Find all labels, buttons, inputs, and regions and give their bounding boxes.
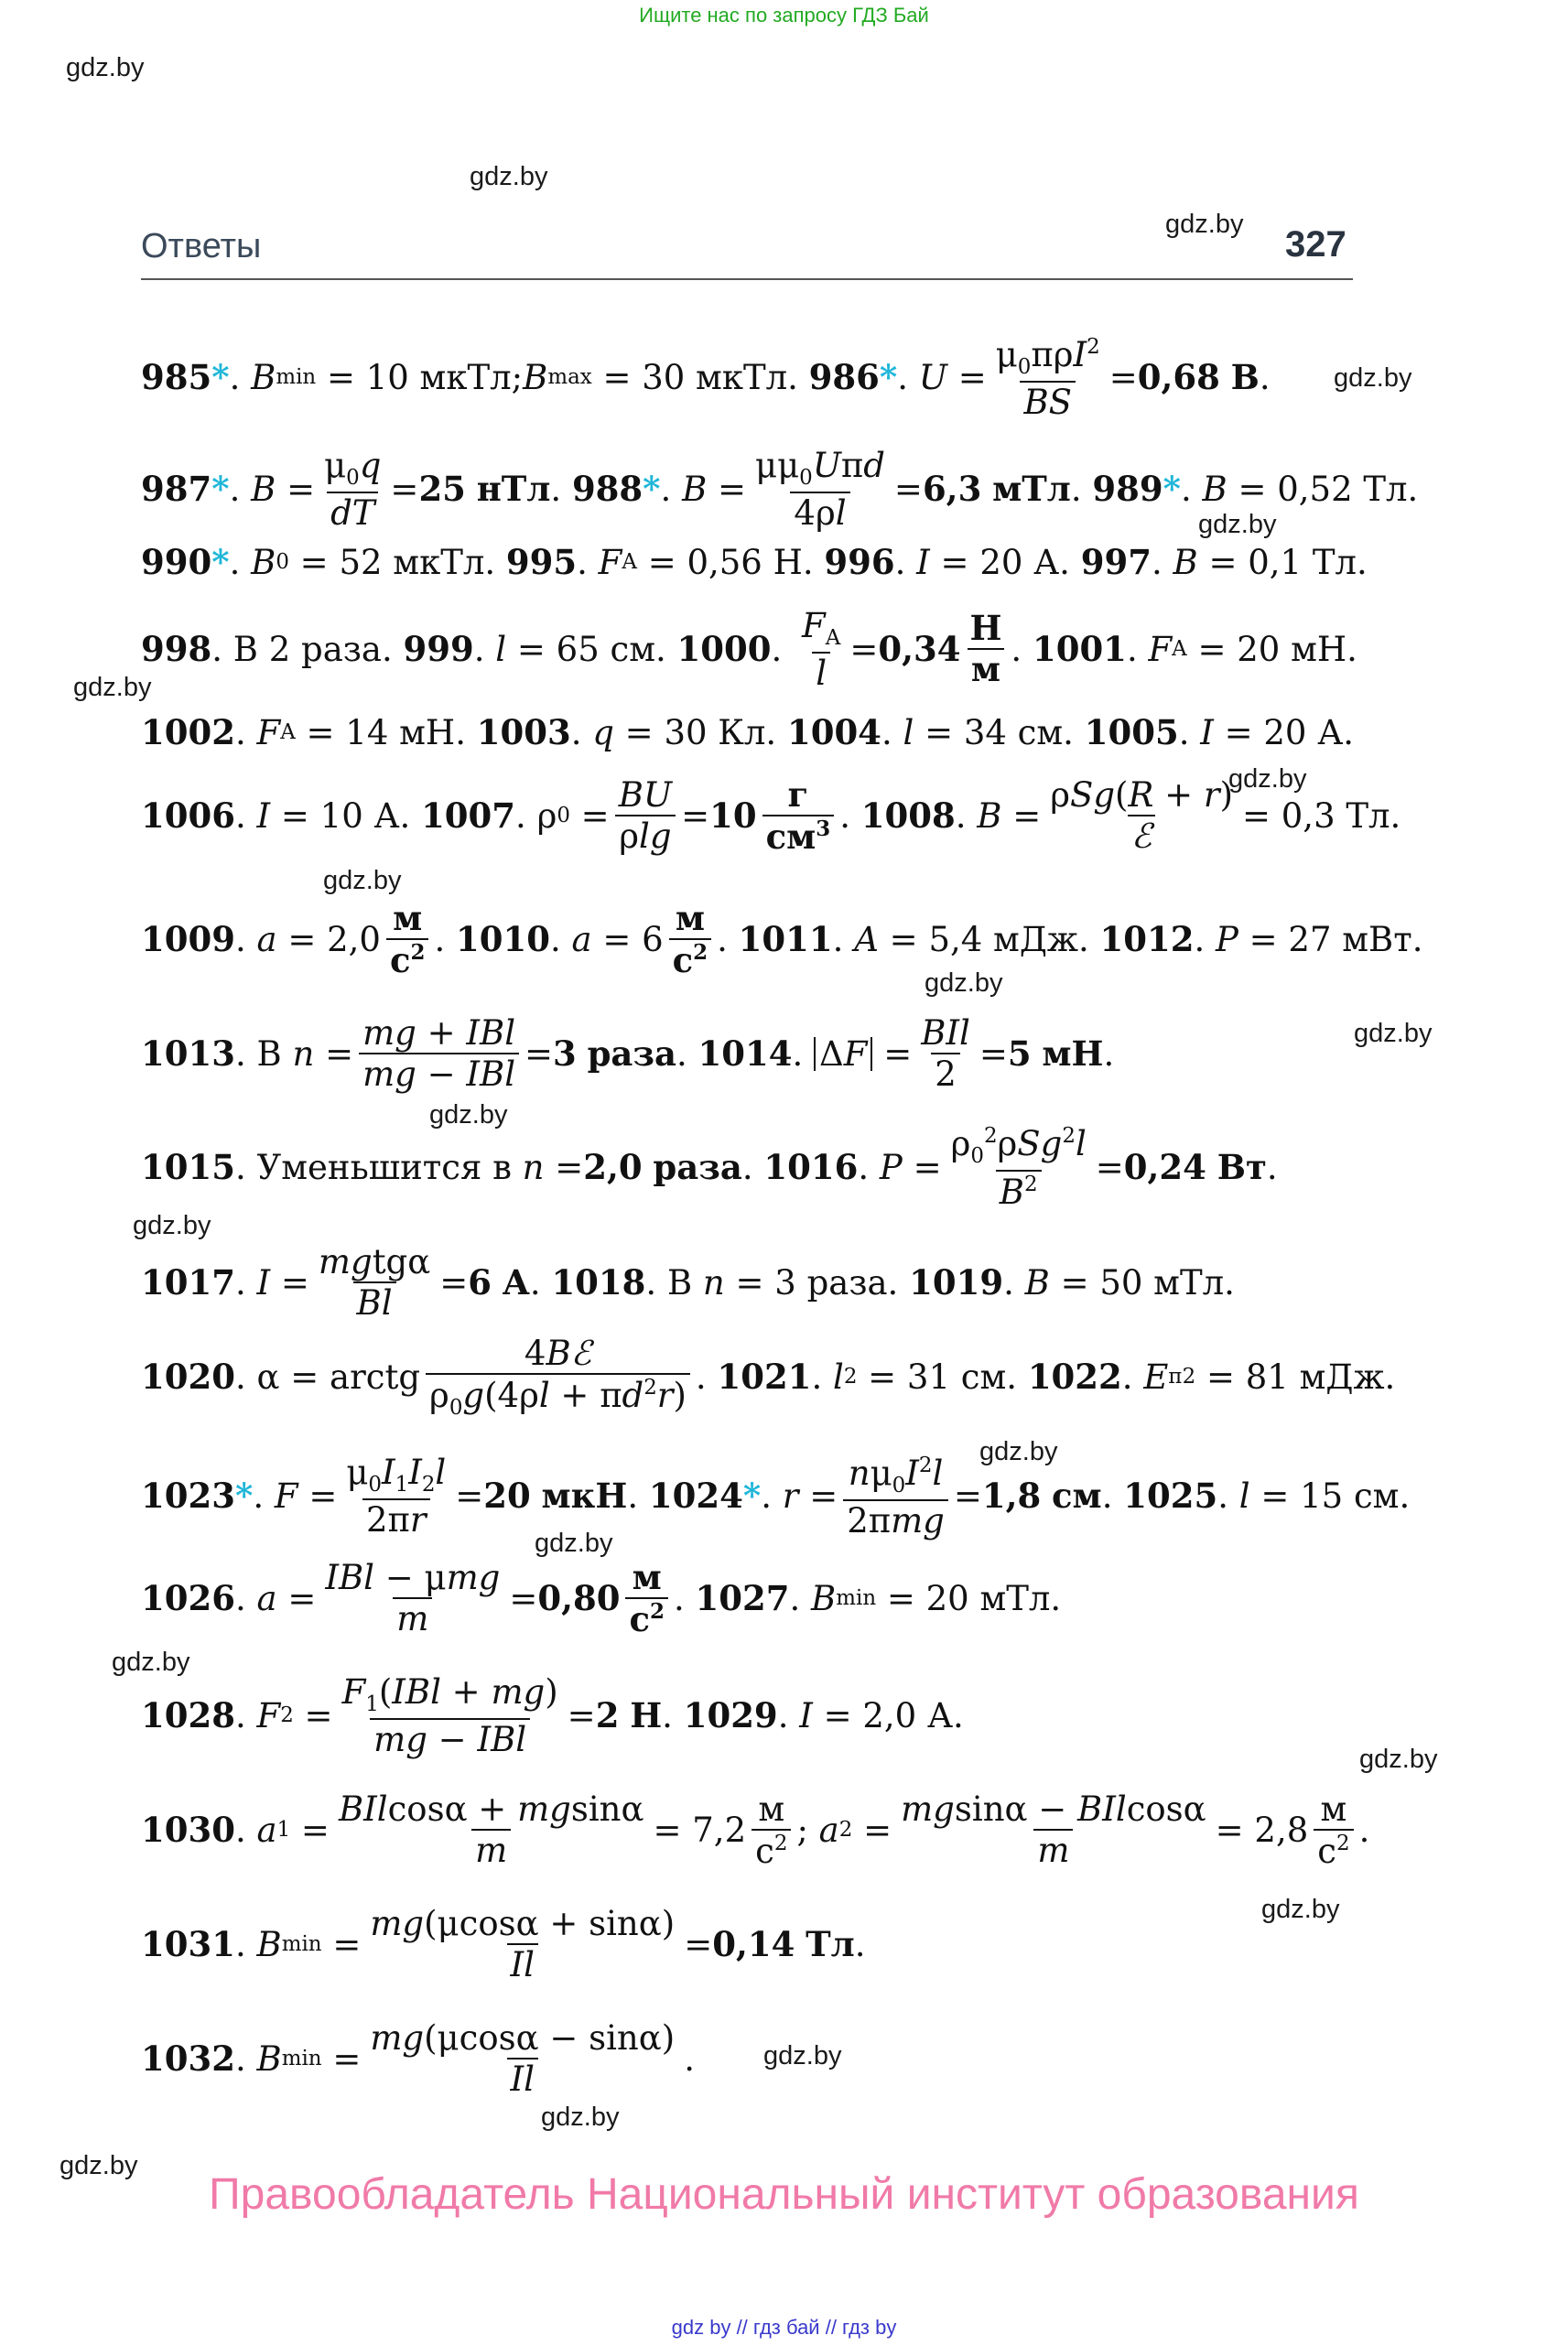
answer-line: 1015 . Уменьшится в n = 2,0 раза . 1016 . P = $\frac{\rho_0^2\rho Sg^2l}{B^2}$ = 0,24 Вт .: [141, 1123, 1278, 1212]
top-banner: Ищите нас по запросу ГДЗ Бай: [639, 4, 929, 27]
watermark: gdz.by: [541, 2103, 620, 2132]
watermark: gdz.by: [1359, 1745, 1438, 1774]
answer-line: 1030 . a 1 = $\frac{\text{BIlcosα + mgsinα}}{m}$ = 7,2 $\frac{м}{с^2}$ ; a 2 = $\frac{\text{mgsinα − BIlcosα}}{m}$ = 2,8 $\frac{м}{с^2}$ .: [141, 1789, 1370, 1871]
watermark: gdz.by: [1228, 764, 1307, 794]
watermark: gdz.by: [1334, 363, 1412, 393]
answer-line: 1020 . α = arctg $\frac{\text{4Bℰ}}{\rho_0g(4\rho l + \pi d^2r)}$ . 1021 . l 2 = 31 см. 1022 . E п2 = 81 мДж.: [141, 1334, 1396, 1420]
watermark: gdz.by: [323, 866, 402, 895]
answer-line: 1017 . I = $\frac{\text{mgtgα}}{Bl}$ = 6 А . 1018 . В n = 3 раза. 1019 . B = 50 мТл.: [141, 1242, 1235, 1323]
watermark: gdz.by: [1354, 1019, 1433, 1048]
header-divider: [141, 278, 1353, 280]
answer-line: 1031 . B min = $\frac{mg(\mu\cos\alpha + \sin\alpha)}{Il}$ = 0,14 Тл .: [141, 1904, 866, 1984]
watermark: gdz.by: [1198, 510, 1277, 539]
answer-line: 985 * . B min = 10 мкТл; B max = 30 мкТл. 986 * . U = $\frac{\mu_0\pi\rho I^2}{BS}$ = 0,68 В .: [141, 334, 1271, 422]
watermark: gdz.by: [1261, 1895, 1340, 1924]
watermark: gdz.by: [59, 2151, 138, 2180]
copyright-notice: Правообладатель Национальный институт образования: [209, 2170, 1359, 2219]
watermark: gdz.by: [133, 1211, 211, 1240]
answer-line: 987 * . B = $\frac{\mu_0q}{dT}$ = 25 нТл . 988 * . B = $\frac{\mu\mu_0U\pi d}{4\rho l}$ = 6,3 мТл . 989 * . B = 0,52 Тл.: [141, 446, 1419, 533]
answer-line: 1006 . I = 10 А. 1007 . ρ 0 = $\frac{BU}{\rho\lg}$ = 10 $\frac{г}{см^3}$ . 1008 . B = $\frac{\text{ρSg(R + r)}}{\text{ℰ}}$ = 0,3 Тл.: [141, 774, 1401, 857]
watermark: gdz.by: [66, 53, 145, 82]
answer-line: 1026 . a = $\frac{\text{IBl − μmg}}{m}$ = 0,80 $\frac{м}{с^2}$ . 1027 . B min = 20 мТл.: [141, 1557, 1062, 1639]
answer-line: 1032 . B min = $\frac{mg(\mu\cos\alpha - \sin\alpha)}{Il}$ .: [141, 2018, 695, 2099]
watermark: gdz.by: [470, 162, 548, 191]
watermark: gdz.by: [1165, 210, 1244, 239]
watermark: gdz.by: [763, 2041, 842, 2070]
page-number: 327: [1285, 224, 1346, 265]
answer-line: 1028 . F 2 = $\frac{F_1(IBl + mg)}{\text{mg − IBl}}$ = 2 Н . 1029 . I = 2,0 А.: [141, 1672, 964, 1759]
watermark: gdz.by: [925, 968, 1003, 998]
watermark: gdz.by: [429, 1100, 508, 1130]
watermark: gdz.by: [73, 673, 152, 702]
watermark: gdz.by: [535, 1529, 613, 1558]
answer-line: 1023 * . F = $\frac{\mu_0I_1I_2l}{2\pi r}$ = 20 мкН . 1024 * . r = $\frac{n\mu_0I^2l}{\text{2πmg}}$ = 1,8 см . 1025 . l = 15 см.: [141, 1453, 1411, 1541]
answer-line: 998 . В 2 раза. 999 . l = 65 см. 1000 . $\frac{F_A}{l}$ = 0,34 $\frac{Н}{м}$ . 1001 . F A = 20 мН.: [141, 606, 1357, 693]
watermark: gdz.by: [112, 1648, 190, 1677]
footer-links[interactable]: gdz by // гдз бай // гдз by: [671, 2316, 897, 2339]
answer-line: 1002 . F A = 14 мН. 1003 . q = 30 Кл. 1004 . l = 34 см. 1005 . I = 20 А.: [141, 712, 1355, 752]
answer-line: 990 * . B 0 = 52 мкТл. 995 . F A = 0,56 Н. 996 . I = 20 А. 997 . B = 0,1 Тл.: [141, 542, 1368, 582]
watermark: gdz.by: [979, 1437, 1058, 1466]
answer-line: 1013 . В n = $\frac{\text{mg + IBl}}{\text{mg − IBl}}$ = 3 раза . 1014 . ΔF = $\frac{\text{BIl}}{2}$ = 5 мН .: [141, 1013, 1115, 1094]
section-title: Ответы: [141, 227, 262, 265]
answer-line: 1009 . a = 2,0 $\frac{м}{с^2}$ . 1010 . a = 6 $\frac{м}{с^2}$ . 1011 . A = 5,4 мДж. 1012 . P = 27 мВт.: [141, 898, 1423, 980]
